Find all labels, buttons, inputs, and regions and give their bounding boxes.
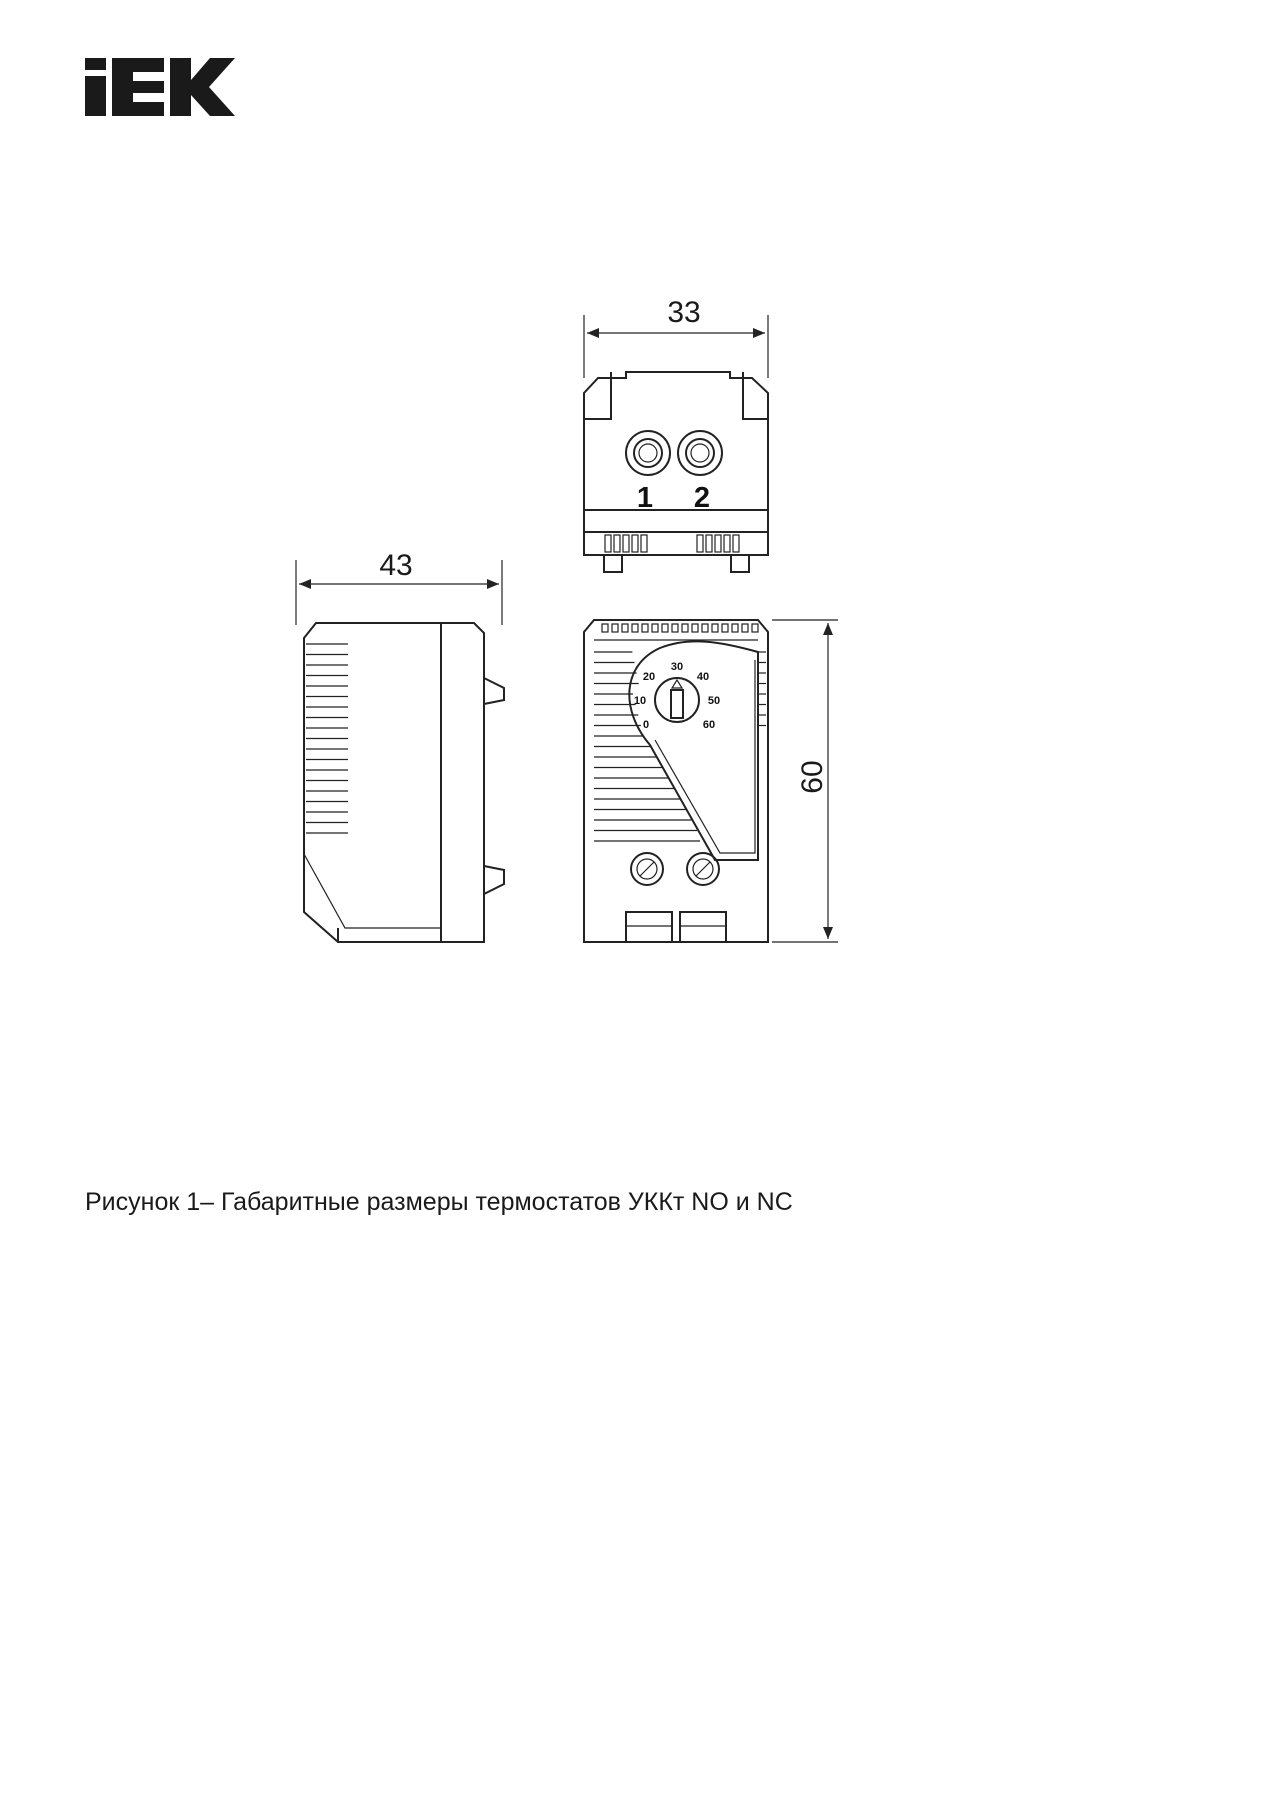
scale-30: 30 — [670, 661, 684, 673]
terminal-1-label: 1 — [636, 482, 654, 514]
dim-side-depth: 43 — [379, 549, 413, 582]
dim-top-width: 33 — [667, 296, 701, 329]
scale-20: 20 — [642, 671, 656, 683]
terminal-2-label: 2 — [693, 482, 711, 514]
scale-40: 40 — [696, 671, 710, 683]
top-view — [584, 296, 768, 572]
side-view — [296, 549, 504, 942]
figure-caption: Рисунок 1– Габаритные размеры термостатов УККт NO и NC — [85, 1188, 793, 1216]
terminal-2 — [678, 431, 722, 475]
temperature-dial — [634, 661, 720, 731]
scale-0: 0 — [642, 719, 650, 731]
scale-50: 50 — [707, 695, 721, 707]
scale-10: 10 — [633, 695, 647, 707]
terminal-1 — [626, 431, 670, 475]
dim-front-height: 60 — [796, 760, 829, 794]
screw-left — [631, 853, 663, 885]
front-view — [584, 620, 838, 942]
screw-right — [687, 853, 719, 885]
scale-60: 60 — [702, 719, 716, 731]
